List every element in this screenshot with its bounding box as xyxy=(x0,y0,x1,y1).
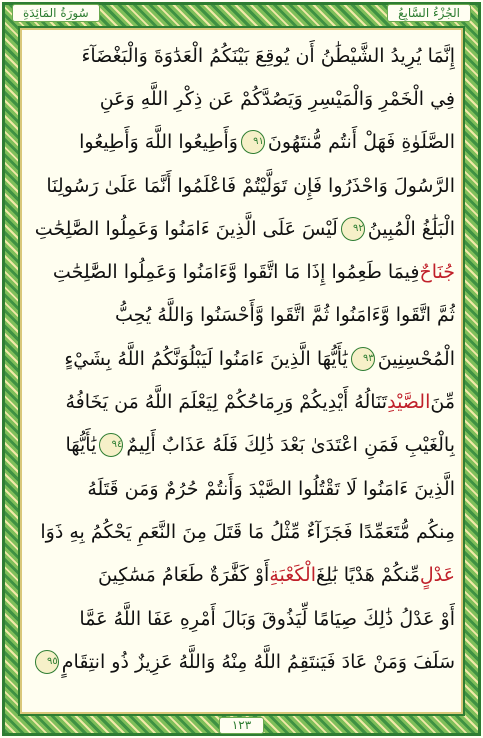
page-footer xyxy=(0,714,483,734)
verse-text: مِّنكُمْ هَدْيًا بَٰلِغَ xyxy=(315,564,420,587)
verse-line xyxy=(28,34,455,77)
verse-text: سَلَفَ وَمَنْ عَادَ فَيَنتَقِمُ اللَّهُ مِنْهُ وَاللَّهُ عَزِيزٌ ذُو انتِقَامٍ xyxy=(61,650,455,673)
page-header xyxy=(12,3,471,23)
verse-text: فِي الْخَمْرِ وَالْمَيْسِرِ وَيَصُدَّكُمْ عَن ذِكْرِ اللَّهِ وَعَنِ xyxy=(99,87,455,110)
verse-line xyxy=(28,467,455,510)
verse-line xyxy=(28,640,455,683)
verse-text: يَٰأَيُّهَا xyxy=(65,434,97,457)
highlighted-word: عَدْلٍ xyxy=(419,564,455,587)
verse-line xyxy=(28,554,455,597)
verse-text: أَوْ عَدْلُ ذَٰلِكَ صِيَامًا لِّيَذُوقَ وَبَالَ أَمْرِهِ عَفَا اللَّهُ عَمَّا xyxy=(79,607,455,630)
verse-text: بِالْغَيْبِ فَمَنِ اعْتَدَىٰ بَعْدَ ذَٰلِكَ فَلَهُ عَذَابٌ أَلِيمٌ xyxy=(126,434,455,457)
verse-text: الْبَلَٰغُ الْمُبِينُ xyxy=(367,217,455,240)
ayah-number-marker: ٩١ xyxy=(241,130,265,154)
highlighted-word: الْكَعْبَةِ xyxy=(269,564,316,587)
verse-line xyxy=(28,121,455,164)
ayah-number-marker: ٩٢ xyxy=(341,217,365,241)
ayah-number-marker: ٩٥ xyxy=(35,650,59,674)
verse-text: الَّذِينَ ءَامَنُوا لَا تَقْتُلُوا الصَّيْدَ وَأَنتُمْ حُرُمٌ وَمَن قَتَلَهُ xyxy=(87,477,455,500)
verse-text: الصَّلَوٰةِ فَهَلْ أَنتُم مُّنتَهُونَ xyxy=(267,131,455,154)
verse-text: الْمُحْسِنِينَ xyxy=(377,347,455,370)
verse-line xyxy=(28,380,455,423)
verse-text: تَنَالُهُ أَيْدِيكُمْ وَرِمَاحُكُمْ لِيَعْلَمَ اللَّهُ مَن يَخَافُهُ xyxy=(65,391,388,414)
text-panel xyxy=(18,26,465,716)
ayah-number-marker: ٩٣ xyxy=(351,347,375,371)
verse-text: وَأَطِيعُوا اللَّهَ وَأَطِيعُوا xyxy=(79,131,238,154)
verse-line xyxy=(28,164,455,207)
verse-text: يَٰأَيُّهَا الَّذِينَ ءَامَنُوا لَيَبْلُوَنَّكُمُ اللَّهُ بِشَيْءٍ xyxy=(64,347,348,370)
juz-name: الجُزْءُ السَّابِعُ xyxy=(387,4,471,22)
ayah-number-marker: ٩٤ xyxy=(99,433,123,457)
verse-line xyxy=(28,424,455,467)
verse-line xyxy=(28,250,455,293)
highlighted-word: جُنَاحٌ xyxy=(419,261,455,284)
verse-line xyxy=(28,597,455,640)
verse-text: فِيمَا طَعِمُوا إِذَا مَا اتَّقَوا وَّءَامَنُوا وَعَمِلُوا الصَّٰلِحَٰتِ xyxy=(52,261,420,284)
verse-lines xyxy=(28,34,455,710)
verse-text: الرَّسُولَ وَاحْذَرُوا فَإِن تَوَلَّيْتُمْ فَاعْلَمُوا أَنَّمَا عَلَىٰ رَسُولِنَا xyxy=(46,174,455,197)
verse-text: ثُمَّ اتَّقَوا وَّءَامَنُوا ثُمَّ اتَّقَوا وَّأَحْسَنُوا وَاللَّهُ يُحِبُّ xyxy=(115,304,455,327)
verse-text: مِّنَ xyxy=(430,391,455,414)
verse-line xyxy=(28,294,455,337)
verse-line xyxy=(28,207,455,250)
verse-text: إِنَّمَا يُرِيدُ الشَّيْطَٰنُ أَن يُوقِعَ بَيْنَكُمُ الْعَدَٰوَةَ وَالْبَغْضَآءَ xyxy=(81,44,455,67)
page-number: ١٢٣ xyxy=(219,717,264,734)
verse-text: لَيْسَ عَلَى الَّذِينَ ءَامَنُوا وَعَمِلُوا الصَّٰلِحَٰتِ xyxy=(34,217,338,240)
verse-line xyxy=(28,337,455,380)
verse-line xyxy=(28,510,455,553)
verse-line xyxy=(28,77,455,120)
verse-text: أَوْ كَفَّٰرَةٌ طَعَامُ مَسَٰكِينَ xyxy=(98,564,270,587)
highlighted-word: الصَّيْدِ xyxy=(387,391,431,414)
surah-name: سُورَةُ المَائِدَةِ xyxy=(12,4,100,22)
verse-text: مِنكُم مُّتَعَمِّدًا فَجَزَآءٌ مِّثْلُ مَا قَتَلَ مِنَ النَّعَمِ يَحْكُمُ بِهِ ذَوَا xyxy=(40,520,455,543)
